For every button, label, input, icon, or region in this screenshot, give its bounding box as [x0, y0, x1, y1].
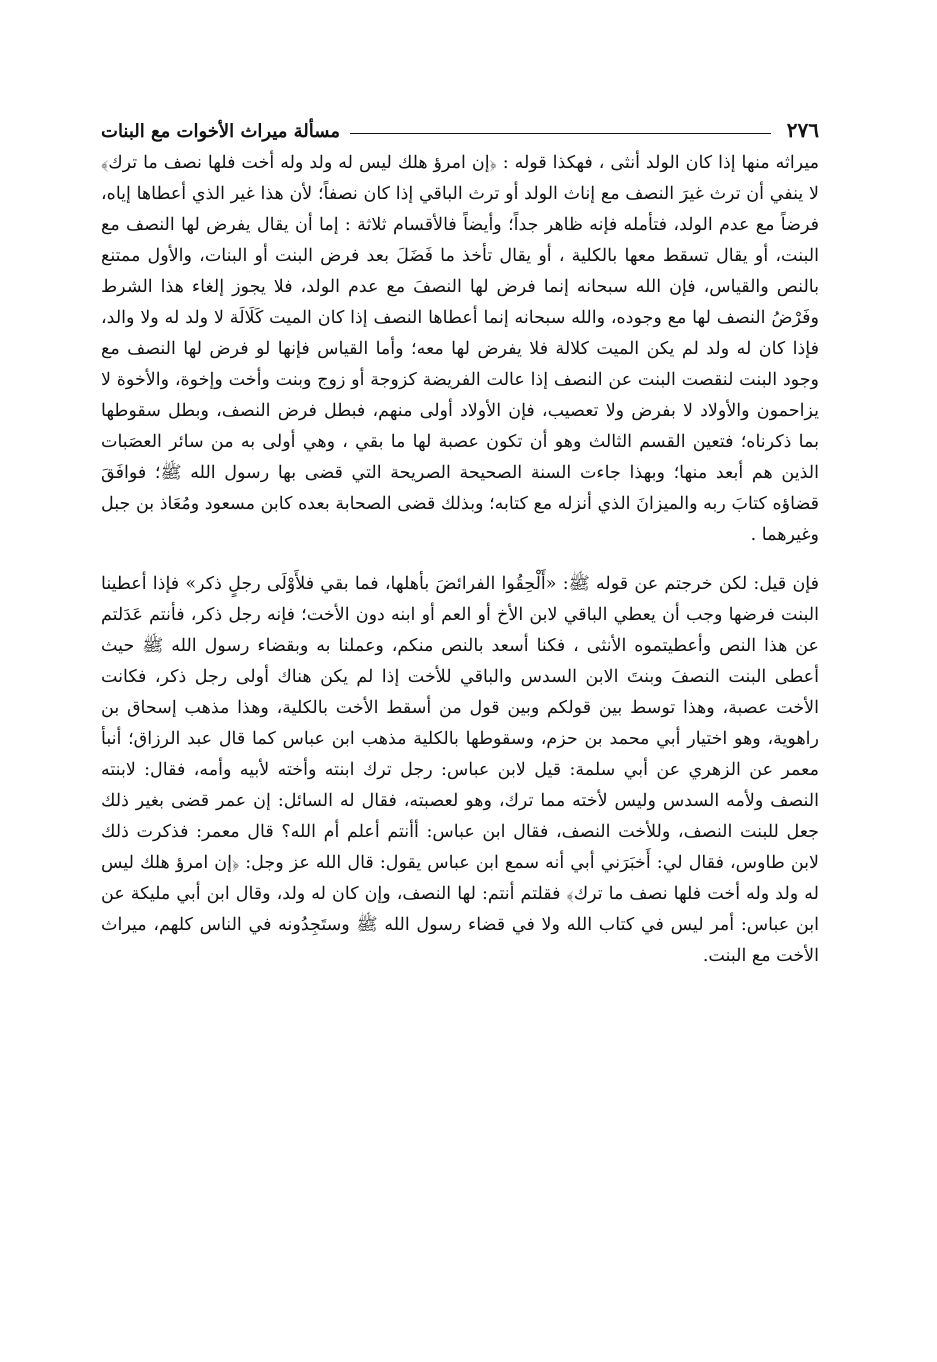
header-rule [350, 133, 771, 134]
page-number: ٢٧٦ [786, 118, 819, 142]
body-paragraph-2: فإن قيل: لكن خرجتم عن قوله ﷺ: «أَلْحِقُوا الفرائضَ بأهلها، فما بقي فلأَوْلَى رجلٍ ذكر» فإذا أعطينا البنت فرضها وجب أن يعطي الباقي لابن الأخ أو العم أو ابنه دون الأخت؛ فإنه رجل ذكر، فأنتم عَدَلتم عن هذا النص وأعطيتموه الأنثى ، فكنا أسعد بالنص منكم، وعملنا به وبقضاء رسول الله ﷺ حيث أعطى البنت النصفَ وبنتَ الابن السدس والباقي للأخت إذا لم يكن هناك أولى رجل ذكر، فكانت الأخت عصبة، وهذا توسط بين قولكم وبين قول من أسقط الأخت بالكلية، وهذا مذهب إسحاق بن راهوية، وهو اختيار أبي محمد بن حزم، وسقوطها بالكلية مذهب ابن عباس كما قال عبد الرزاق؛ أنبأ معمر عن الزهري عن أبي سلمة: قيل لابن عباس: رجل ترك ابنته وأخته لأبيه وأمه، فقال: لابنته النصف ولأمه السدس وليس لأخته مما ترك، وهو لعصبته، فقال له السائل: إن عمر قضى بغير ذلك جعل للبنت النصف، وللأخت النصف، فقال ابن عباس: أأنتم أعلم أم الله؟ قال معمر: فذكرت ذلك لابن طاوس، فقال لي: أَخبَرَني أبي أنه سمع ابن عباس يقول: قال الله عز وجل: ﴿إن امرؤ هلك ليس له ولد وله أخت فلها نصف ما ترك﴾ فقلتم أنتم: لها النصف، وإن كان له ولد، وقال ابن أبي مليكة عن ابن عباس: أمر ليس في كتاب الله ولا في قضاء رسول الله ﷺ وستَجِدُونه في الناس كلهم، ميراث الأخت مع البنت. [101, 574, 819, 966]
body-paragraph-1: ميراثه منها إذا كان الولد أنثى ، فهكذا قوله : ﴿إن امرؤ هلك ليس له ولد وله أخت فلها نصف ما ترك﴾ لا ينفي أن ترث غيرَ النصف مع إناث الولد أو ترث الباقي إذا كان نصفاً؛ لأن هذا غير الذي أعطاها إياه، فرضاً مع عدم الولد، فتأمله فإنه ظاهر جداً؛ وأيضاً فالأقسام ثلاثة : إما أن يقال يفرض لها النصف مع البنت، أو يقال تسقط معها بالكلية ، أو يقال تأخذ ما فَضَلَ بعد فرض البنت أو البنات، والأول ممتنع بالنص والقياس، فإن الله سبحانه إنما فرض لها النصفَ مع عدم الولد، فلا يجوز إلغاء هذا الشرط وفَرْضُ النصف لها مع وجوده، والله سبحانه إنما أعطاها النصف إذا كان الميت كَلَالَة لا ولد له ولا والد، فإذا كان له ولد لم يكن الميت كلالة فلا يفرض لها معه؛ وأما القياس فإنها لو فرض لها النصف مع وجود البنت لنقصت البنت عن النصف إذا عالت الفريضة كزوجة أو زوج وبنت وأخت وإخوة، والأخوة لا يزاحمون والأولاد لا بفرض ولا تعصيب، فإن الأولاد أولى منهم، فبطل فرض النصف، وبطل سقوطها بما ذكرناه؛ فتعين القسم الثالث وهو أن تكون عصبة لها ما بقي ، وهي أولى به من سائر العصَبات الذين هم أبعد منها؛ وبهذا جاءت السنة الصحيحة الصريحة التي قضى بها رسول الله ﷺ؛ فوافَقَ قضاؤه كتابَ ربه والميزانَ الذي أنزله مع كتابه؛ وبذلك قضى الصحابة بعده كابن مسعود ومُعَاذ بن جبل وغيرهما . [101, 153, 819, 545]
book-page [101, 104, 819, 972]
running-header [101, 104, 819, 142]
chapter-title: مسألة ميراث الأخوات مع البنات [101, 121, 340, 142]
